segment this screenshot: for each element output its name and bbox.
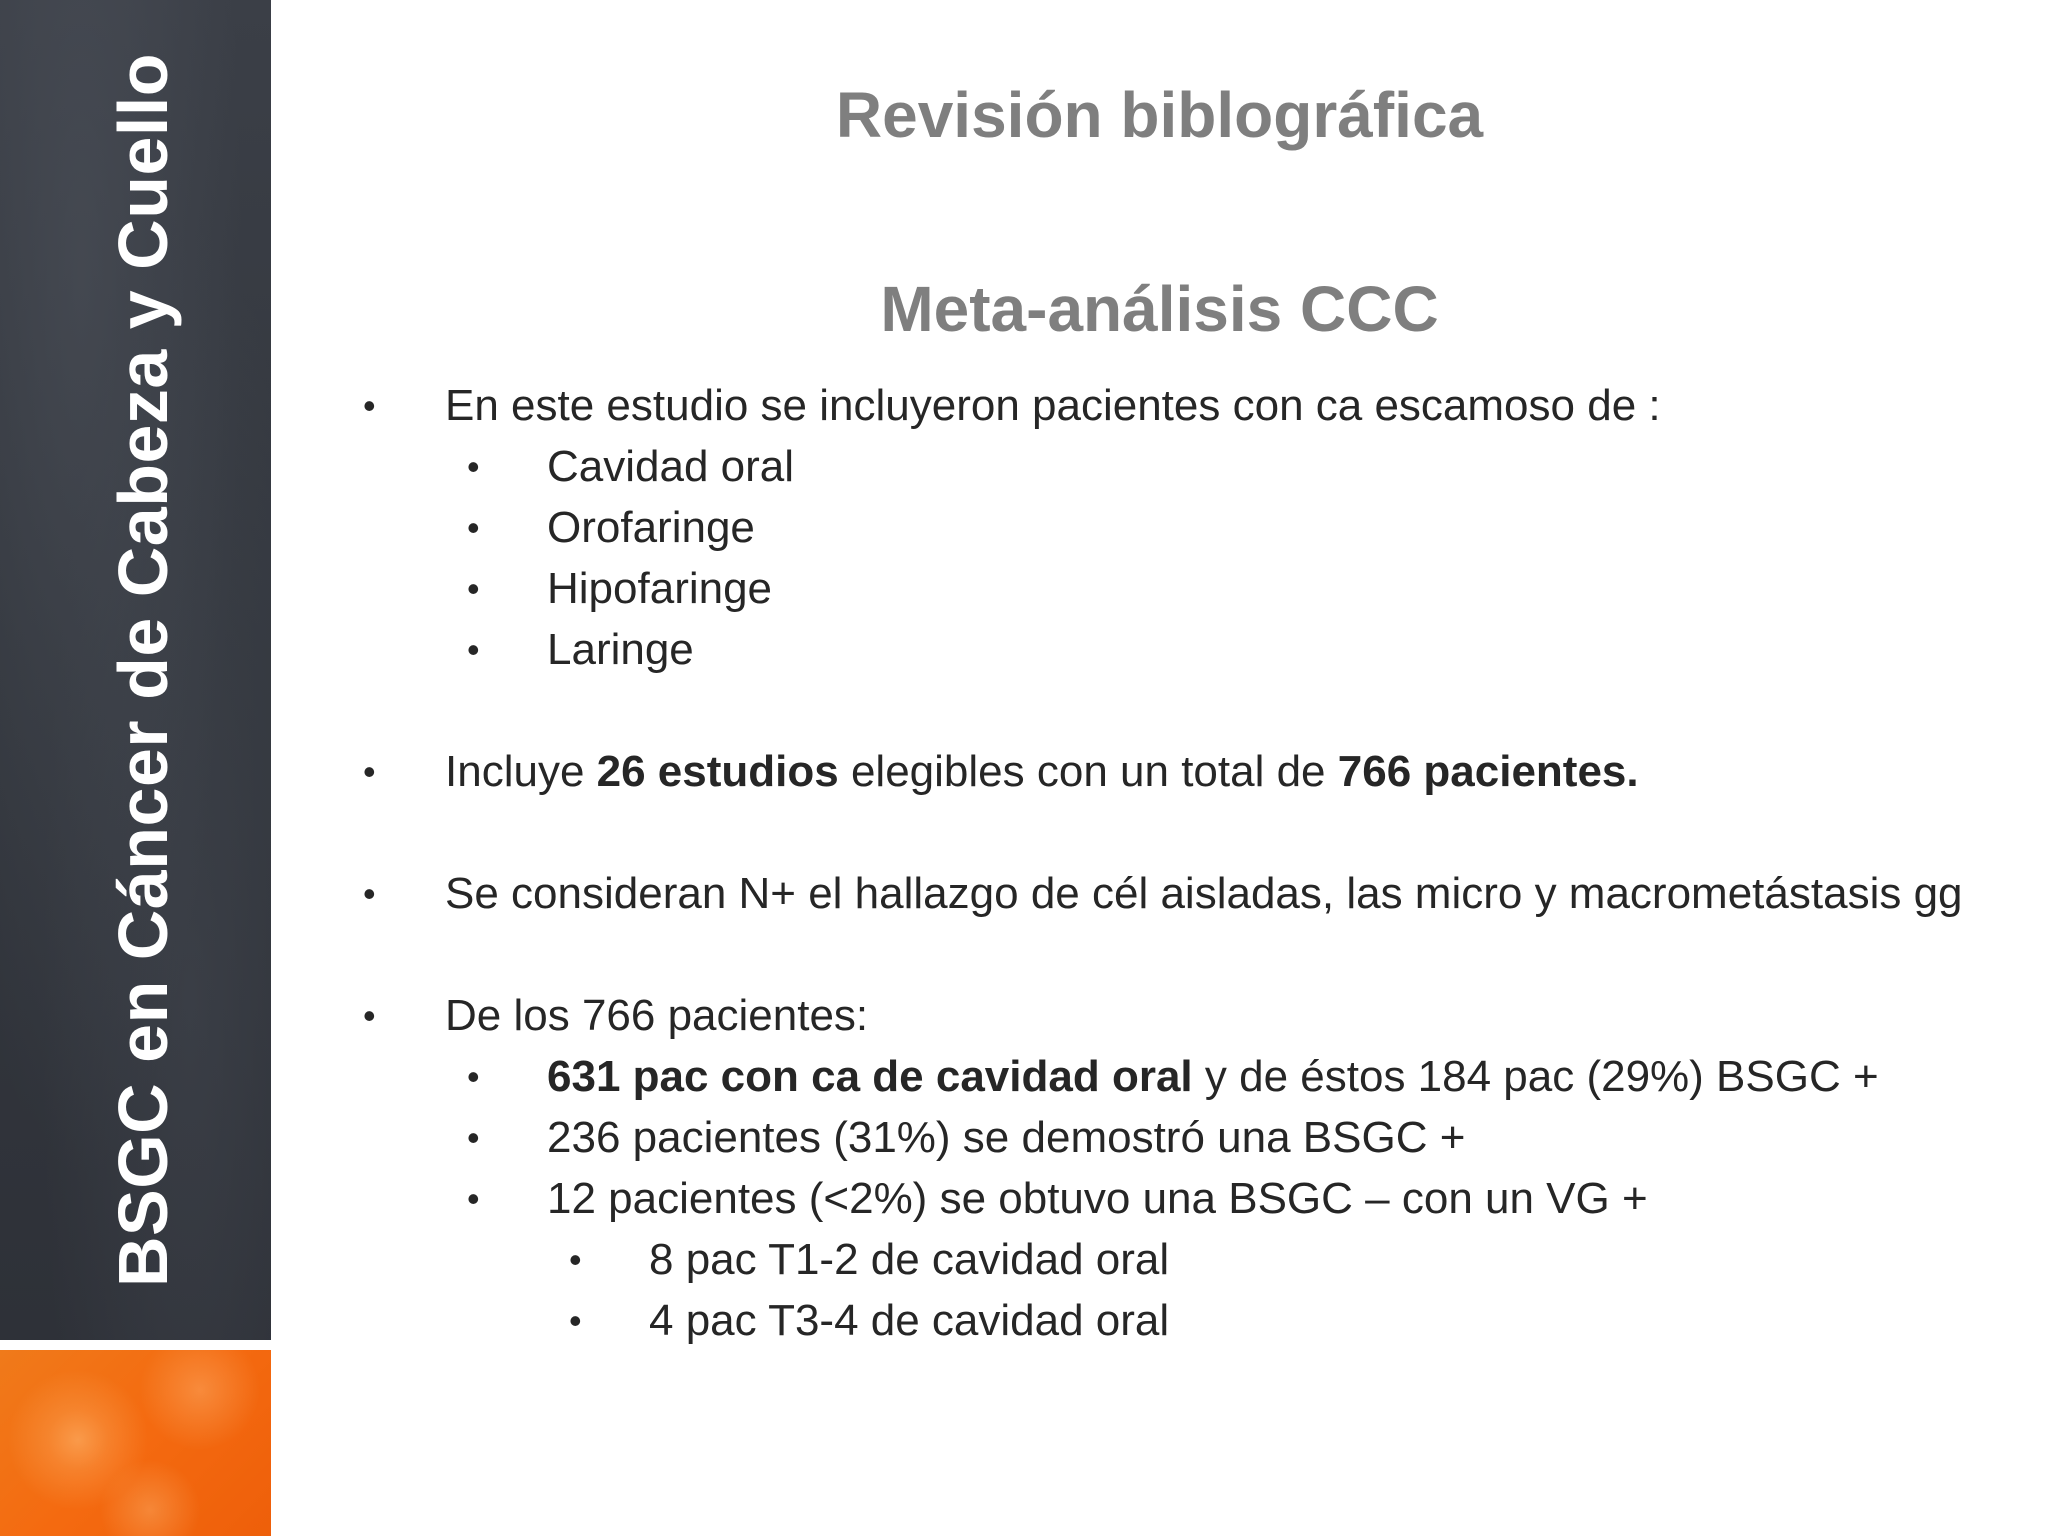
bullet-icon: • [467, 507, 480, 548]
bullet-icon: • [363, 995, 376, 1036]
accent-block [0, 1350, 271, 1536]
bullet-icon: • [569, 1239, 582, 1280]
includes-patients-count: 766 pacientes. [1337, 747, 1639, 796]
t34-text: 4 pac T3-4 de cavidad oral [649, 1296, 1170, 1345]
false-negative-text: 12 pacientes (<2%) se obtuvo una BSGC – con un VG + [547, 1174, 1648, 1223]
list-item-site [355, 436, 1995, 497]
site-text: Cavidad oral [547, 442, 795, 491]
site-text: Orofaringe [547, 503, 755, 552]
sidebar-divider [0, 1340, 271, 1350]
list-item-positive [355, 1107, 1995, 1168]
bullet-icon: • [467, 1056, 480, 1097]
bullet-icon: • [467, 1178, 480, 1219]
list-item-includes [355, 741, 1995, 802]
oral-rest-text: y de éstos 184 pac (29%) BSGC + [1192, 1052, 1879, 1101]
includes-text-pre: Incluye [445, 747, 597, 796]
list-item-nplus [355, 863, 1995, 924]
list-item-oral [355, 1046, 1995, 1107]
list-item-t34 [355, 1290, 1995, 1351]
bullet-icon: • [467, 629, 480, 670]
oral-bold-text: 631 pac con ca de cavidad oral [547, 1052, 1193, 1101]
includes-studies-count: 26 estudios [596, 747, 839, 796]
list-item-t12 [355, 1229, 1995, 1290]
list-item-site [355, 619, 1995, 680]
list-item-false-negative [355, 1168, 1995, 1229]
site-text: Hipofaringe [547, 564, 773, 613]
bullet-icon: • [467, 446, 480, 487]
positive-text: 236 pacientes (31%) se demostró una BSGC + [547, 1113, 1466, 1162]
bullet-list [355, 375, 1995, 1351]
t12-text: 8 pac T1-2 de cavidad oral [649, 1235, 1170, 1284]
list-item-intro [355, 375, 1995, 436]
bullet-icon: • [363, 751, 376, 792]
list-item-patients [355, 985, 1995, 1046]
sidebar-vertical-title: BSGC en Cáncer de Cabeza y Cuello [104, 52, 182, 1288]
slide-title: Revisión biblográfica [835, 79, 1484, 151]
intro-text: En este estudio se incluyeron pacientes con ca escamoso de : [445, 381, 1661, 430]
bullet-icon: • [467, 568, 480, 609]
bullet-icon: • [363, 873, 376, 914]
nplus-text: Se consideran N+ el hallazgo de cél aisladas, las micro y macrometástasis gg [445, 869, 1963, 918]
includes-text-mid: elegibles con un total de [838, 747, 1338, 796]
bullet-icon: • [569, 1300, 582, 1341]
bullet-icon: • [467, 1117, 480, 1158]
site-text: Laringe [547, 625, 694, 674]
bullet-icon: • [363, 385, 376, 426]
sidebar-panel [0, 0, 271, 1340]
slide-subtitle: Meta-análisis CCC [880, 273, 1439, 345]
patients-intro-text: De los 766 pacientes: [445, 991, 869, 1040]
list-item-site [355, 497, 1995, 558]
list-item-site [355, 558, 1995, 619]
